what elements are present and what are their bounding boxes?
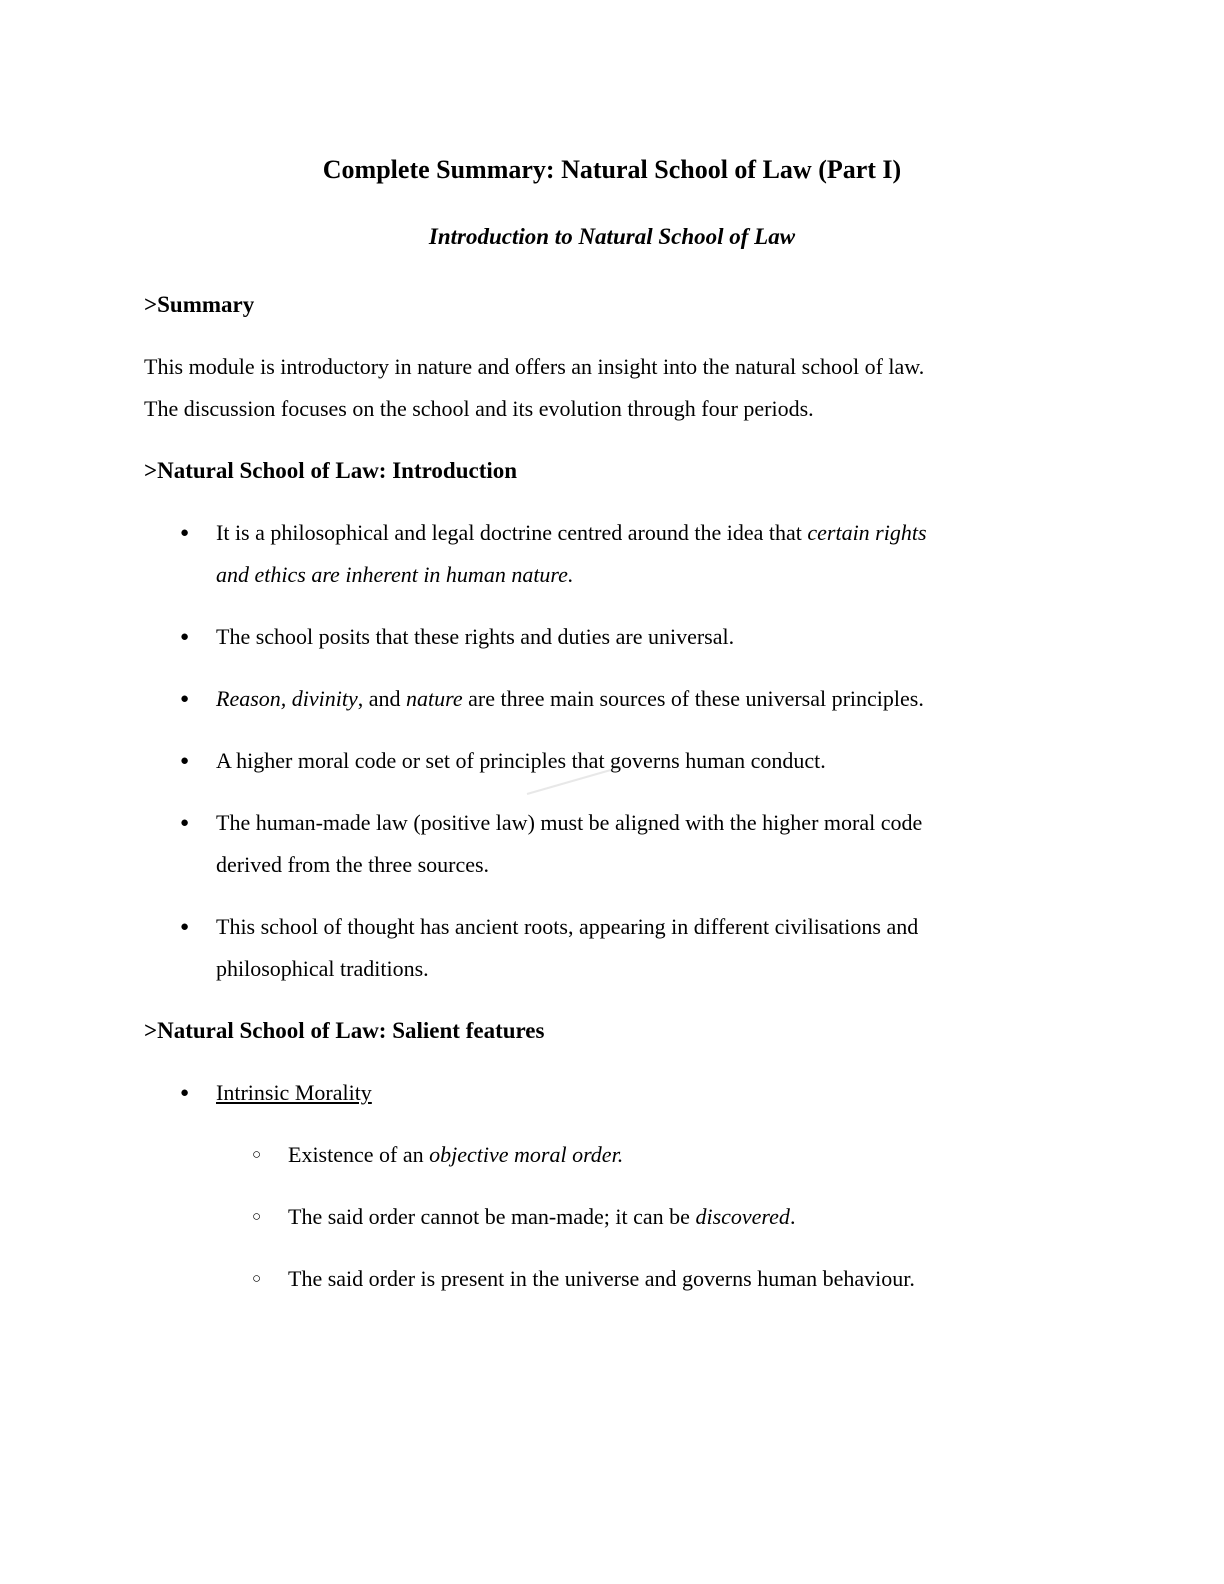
text-run: The said order is present in the universe and governs human behaviour. bbox=[288, 1266, 915, 1291]
document-subtitle: Introduction to Natural School of Law bbox=[428, 224, 796, 249]
bullet-icon: ● bbox=[180, 753, 190, 769]
list-item-text bbox=[216, 740, 1080, 782]
text-run: objective moral order. bbox=[429, 1142, 624, 1167]
text-run: The school posits that these rights and duties are universal. bbox=[216, 624, 735, 649]
bullet-icon: ● bbox=[180, 525, 190, 541]
list-item-text bbox=[288, 1258, 1080, 1300]
circle-bullet-icon: ○ bbox=[252, 1209, 262, 1225]
list-item bbox=[180, 616, 1080, 658]
text-run: and ethics are inherent in human nature. bbox=[216, 562, 574, 587]
text-run: A higher moral code or set of principles that governs human conduct. bbox=[216, 748, 826, 773]
list-item-text bbox=[216, 678, 1080, 720]
list-item-text bbox=[216, 1072, 1080, 1114]
text-run: are three main sources of these universal principles. bbox=[462, 686, 924, 711]
list-item-text bbox=[216, 802, 1080, 886]
text-run: certain rights bbox=[807, 520, 927, 545]
bullet-icon: ● bbox=[180, 629, 190, 645]
list-item-text bbox=[216, 512, 1080, 596]
text-run: It is a philosophical and legal doctrine centred around the idea that bbox=[216, 520, 808, 545]
text-run: Intrinsic Morality bbox=[216, 1080, 372, 1105]
text-run: Existence of an bbox=[288, 1142, 430, 1167]
text-run: The human-made law (positive law) must be aligned with the higher moral code bbox=[216, 810, 923, 835]
text-run: The discussion focuses on the school and its evolution through four periods. bbox=[144, 396, 814, 421]
list-item bbox=[180, 678, 1080, 720]
text-run: The said order cannot be man-made; it can be bbox=[288, 1204, 696, 1229]
heading-introduction: >Natural School of Law: Introduction bbox=[144, 458, 518, 483]
bullet-icon: ● bbox=[180, 919, 190, 935]
list-item-text bbox=[216, 616, 1080, 658]
bullet-icon: ● bbox=[180, 691, 190, 707]
list-item bbox=[180, 1072, 1080, 1114]
bullet-icon: ● bbox=[180, 1085, 190, 1101]
text-run: nature bbox=[406, 686, 463, 711]
circle-bullet-icon: ○ bbox=[252, 1271, 262, 1287]
sub-list-item bbox=[252, 1196, 1080, 1238]
heading-salient-features: >Natural School of Law: Salient features bbox=[144, 1018, 545, 1043]
summary-paragraph bbox=[144, 346, 1080, 430]
sub-list-item bbox=[252, 1134, 1080, 1176]
heading-summary: >Summary bbox=[144, 292, 255, 317]
text-run: This module is introductory in nature and offers an insight into the natural school of law. bbox=[144, 354, 925, 379]
bullet-icon: ● bbox=[180, 815, 190, 831]
text-run: This school of thought has ancient roots, appearing in different civilisations and bbox=[216, 914, 919, 939]
text-run: . bbox=[789, 1204, 796, 1229]
list-item bbox=[180, 802, 1080, 886]
document-title: Complete Summary: Natural School of Law (Part I) bbox=[322, 155, 902, 184]
list-item bbox=[180, 512, 1080, 596]
list-item-text bbox=[288, 1134, 1080, 1176]
list-item bbox=[180, 906, 1080, 990]
text-run: discovered bbox=[695, 1204, 790, 1229]
sub-list-item bbox=[252, 1258, 1080, 1300]
circle-bullet-icon: ○ bbox=[252, 1147, 262, 1163]
list-item-text bbox=[288, 1196, 1080, 1238]
text-run: derived from the three sources. bbox=[216, 852, 490, 877]
text-run: philosophical traditions. bbox=[216, 956, 429, 981]
text-run: , and bbox=[357, 686, 407, 711]
list-item bbox=[180, 740, 1080, 782]
list-item-text bbox=[216, 906, 1080, 990]
text-run: Reason, divinity bbox=[216, 686, 358, 711]
